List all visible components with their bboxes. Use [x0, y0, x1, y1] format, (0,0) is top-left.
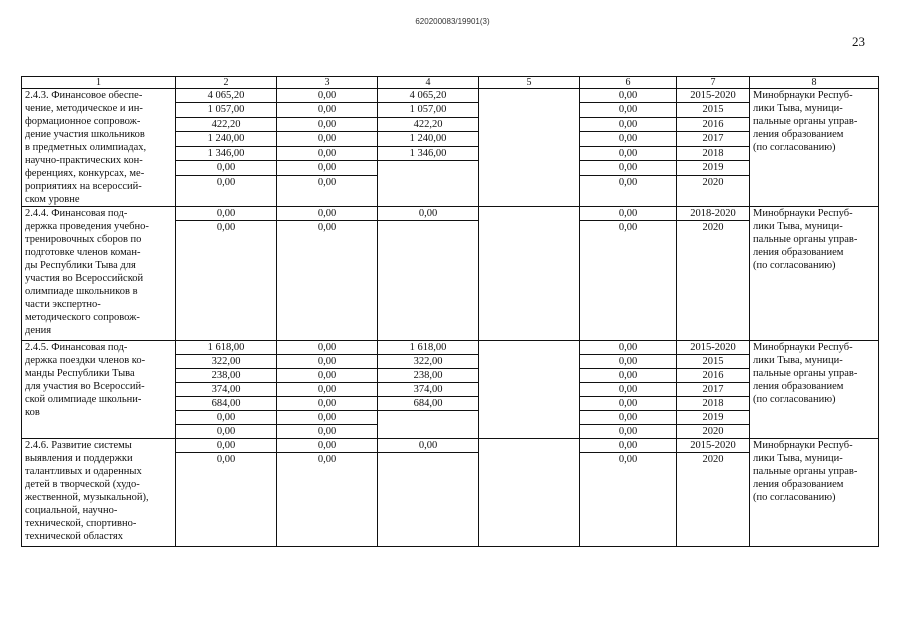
item-title-line: жественной, музыкальной),	[25, 492, 149, 503]
responsible-line: Минобрнауки Респуб-	[753, 342, 853, 353]
amount-cell-c5	[479, 146, 580, 160]
year-cell: 2016	[677, 369, 750, 383]
responsible-line: (по согласованию)	[753, 394, 836, 405]
item-title-line: 2.4.6. Развитие системы	[25, 440, 132, 451]
item-title-line: ской олимпиаде школьни-	[25, 394, 142, 405]
item-title-line: чение, методическое и ин-	[25, 103, 143, 114]
amount-cell-c4: 0,00	[378, 439, 479, 453]
item-title-line: для участия во Всероссий-	[25, 381, 145, 392]
item-title-line: ференциях, конкурсах, ме-	[25, 168, 145, 179]
item-title-line: формационное сопровож-	[25, 116, 141, 127]
amount-cell-c2: 238,00	[176, 369, 277, 383]
header-row	[22, 77, 879, 89]
page-number: 23	[852, 34, 865, 49]
year-cell: 2018	[677, 146, 750, 160]
year-cell: 2015	[677, 355, 750, 369]
amount-cell-c4: 684,00	[378, 397, 479, 411]
item-title-line: держка поездки членов ко-	[25, 355, 146, 366]
amount-cell-c5	[479, 439, 580, 453]
amount-cell-c3: 0,00	[277, 383, 378, 397]
year-cell: 2015-2020	[677, 341, 750, 355]
amount-cell-c5	[479, 161, 580, 175]
amount-cell-c2: 0,00	[176, 439, 277, 453]
item-title-line: 2.4.5. Финансовая под-	[25, 342, 128, 353]
table-row	[22, 89, 879, 103]
amount-cell-c2: 0,00	[176, 411, 277, 425]
responsible-line: ления образованием	[753, 129, 844, 140]
year-cell: 2017	[677, 383, 750, 397]
amount-cell-c5	[479, 341, 580, 355]
responsible-line: ления образованием	[753, 247, 844, 258]
item-title-line: дение участия школьников	[25, 129, 145, 140]
amount-cell-c4: 374,00	[378, 383, 479, 397]
responsible-line: ления образованием	[753, 381, 844, 392]
table-row	[22, 439, 879, 453]
amount-cell-c2: 1 240,00	[176, 132, 277, 146]
item-title	[22, 89, 176, 207]
amount-cell-c3: 0,00	[277, 439, 378, 453]
item-title-line: подготовке членов коман-	[25, 247, 141, 258]
amount-cell-c3: 0,00	[277, 369, 378, 383]
amount-cell-c3: 0,00	[277, 425, 378, 439]
responsible-line: пальные органы управ-	[753, 466, 858, 477]
amount-cell-c4: 422,20	[378, 117, 479, 131]
year-cell: 2019	[677, 161, 750, 175]
amount-cell-c4: 238,00	[378, 369, 479, 383]
amount-cell-c6: 0,00	[580, 117, 677, 131]
amount-cell-c4: 1 057,00	[378, 103, 479, 117]
amount-cell-c6: 0,00	[580, 341, 677, 355]
amount-cell-c4	[378, 175, 479, 206]
amount-cell-c2: 0,00	[176, 453, 277, 547]
amount-cell-c5	[479, 175, 580, 206]
amount-cell-c4: 1 618,00	[378, 341, 479, 355]
responsible-line: пальные органы управ-	[753, 116, 858, 127]
amount-cell-c6: 0,00	[580, 132, 677, 146]
header-cell: 1	[22, 77, 176, 89]
amount-cell-c2: 374,00	[176, 383, 277, 397]
item-title-line: 2.4.3. Финансовое обеспе-	[25, 90, 143, 101]
item-title	[22, 439, 176, 547]
amount-cell-c3: 0,00	[277, 117, 378, 131]
item-title-line: ков	[25, 407, 40, 418]
amount-cell-c3: 0,00	[277, 341, 378, 355]
item-title-line: в предметных олимпиадах,	[25, 142, 147, 153]
item-title-line: талантливых и одаренных	[25, 466, 142, 477]
responsible-line: лики Тыва, муници-	[753, 103, 843, 114]
amount-cell-c6: 0,00	[580, 355, 677, 369]
responsible-line: Минобрнауки Респуб-	[753, 208, 853, 219]
year-cell: 2020	[677, 175, 750, 206]
item-title	[22, 207, 176, 341]
header-cell: 5	[479, 77, 580, 89]
item-title-line: участия во Всероссийской	[25, 273, 144, 284]
responsible-line: Минобрнауки Респуб-	[753, 90, 853, 101]
item-title-line: манды Республики Тыва	[25, 368, 135, 379]
amount-cell-c2: 1 057,00	[176, 103, 277, 117]
amount-cell-c2: 1 346,00	[176, 146, 277, 160]
amount-cell-c2: 322,00	[176, 355, 277, 369]
amount-cell-c6: 0,00	[580, 369, 677, 383]
item-title-line: тренировочных сборов по	[25, 234, 142, 245]
responsible-line: (по согласованию)	[753, 492, 836, 503]
amount-cell-c5	[479, 369, 580, 383]
amount-cell-c5	[479, 383, 580, 397]
amount-cell-c2: 422,20	[176, 117, 277, 131]
amount-cell-c5	[479, 117, 580, 131]
amount-cell-c4	[378, 221, 479, 341]
amount-cell-c5	[479, 207, 580, 221]
amount-cell-c6: 0,00	[580, 103, 677, 117]
amount-cell-c6: 0,00	[580, 439, 677, 453]
item-title-line: методического сопровож-	[25, 312, 140, 323]
amount-cell-c4	[378, 161, 479, 175]
responsible-executor	[750, 439, 879, 547]
amount-cell-c2: 1 618,00	[176, 341, 277, 355]
responsible-line: (по согласованию)	[753, 142, 836, 153]
amount-cell-c5	[479, 397, 580, 411]
responsible-line: (по согласованию)	[753, 260, 836, 271]
amount-cell-c3: 0,00	[277, 207, 378, 221]
amount-cell-c5	[479, 425, 580, 439]
amount-cell-c6: 0,00	[580, 411, 677, 425]
responsible-line: Минобрнауки Респуб-	[753, 440, 853, 451]
item-title-line: детей в творческой (худо-	[25, 479, 140, 490]
responsible-line: лики Тыва, муници-	[753, 221, 843, 232]
item-title-line: ды Республики Тыва для	[25, 260, 136, 271]
amount-cell-c2: 684,00	[176, 397, 277, 411]
amount-cell-c6: 0,00	[580, 161, 677, 175]
item-title	[22, 341, 176, 439]
table-row	[22, 341, 879, 355]
amount-cell-c5	[479, 89, 580, 103]
header-cell: 3	[277, 77, 378, 89]
amount-cell-c4: 322,00	[378, 355, 479, 369]
year-cell: 2016	[677, 117, 750, 131]
amount-cell-c3: 0,00	[277, 221, 378, 341]
amount-cell-c3: 0,00	[277, 453, 378, 547]
table-row	[22, 207, 879, 221]
item-title-line: выявления и поддержки	[25, 453, 133, 464]
year-cell: 2018-2020	[677, 207, 750, 221]
amount-cell-c6: 0,00	[580, 207, 677, 221]
header-cell: 2	[176, 77, 277, 89]
amount-cell-c3: 0,00	[277, 397, 378, 411]
amount-cell-c2: 0,00	[176, 161, 277, 175]
item-title-line: роприятиях на всероссий-	[25, 181, 142, 192]
amount-cell-c4	[378, 411, 479, 425]
header-cell: 4	[378, 77, 479, 89]
year-cell: 2020	[677, 425, 750, 439]
item-title-line: технической, спортивно-	[25, 518, 137, 529]
amount-cell-c2: 0,00	[176, 207, 277, 221]
header-cell: 6	[580, 77, 677, 89]
amount-cell-c6: 0,00	[580, 425, 677, 439]
item-title-line: дения	[25, 325, 52, 336]
amount-cell-c4: 0,00	[378, 207, 479, 221]
year-cell: 2015-2020	[677, 89, 750, 103]
responsible-line: лики Тыва, муници-	[753, 355, 843, 366]
amount-cell-c3: 0,00	[277, 161, 378, 175]
amount-cell-c5	[479, 411, 580, 425]
amount-cell-c6: 0,00	[580, 175, 677, 206]
responsible-line: ления образованием	[753, 479, 844, 490]
program-table	[21, 76, 879, 547]
amount-cell-c6: 0,00	[580, 89, 677, 103]
item-title-line: ском уровне	[25, 194, 80, 205]
item-title-line: части экспертно-	[25, 299, 101, 310]
amount-cell-c4: 4 065,20	[378, 89, 479, 103]
amount-cell-c3: 0,00	[277, 89, 378, 103]
year-cell: 2020	[677, 221, 750, 341]
responsible-line: пальные органы управ-	[753, 234, 858, 245]
amount-cell-c6: 0,00	[580, 453, 677, 547]
amount-cell-c4	[378, 425, 479, 439]
amount-cell-c3: 0,00	[277, 411, 378, 425]
amount-cell-c3: 0,00	[277, 146, 378, 160]
amount-cell-c5	[479, 132, 580, 146]
document-code: 620200083/19901(3)	[415, 17, 490, 26]
amount-cell-c5	[479, 453, 580, 547]
amount-cell-c3: 0,00	[277, 132, 378, 146]
year-cell: 2015-2020	[677, 439, 750, 453]
amount-cell-c6: 0,00	[580, 397, 677, 411]
year-cell: 2015	[677, 103, 750, 117]
responsible-executor	[750, 207, 879, 341]
year-cell: 2020	[677, 453, 750, 547]
amount-cell-c5	[479, 103, 580, 117]
responsible-executor	[750, 341, 879, 439]
amount-cell-c2: 0,00	[176, 221, 277, 341]
amount-cell-c5	[479, 221, 580, 341]
item-title-line: социальной, научно-	[25, 505, 118, 516]
year-cell: 2018	[677, 397, 750, 411]
header-cell: 8	[750, 77, 879, 89]
amount-cell-c2: 4 065,20	[176, 89, 277, 103]
amount-cell-c4	[378, 453, 479, 547]
amount-cell-c4: 1 346,00	[378, 146, 479, 160]
year-cell: 2019	[677, 411, 750, 425]
amount-cell-c6: 0,00	[580, 146, 677, 160]
responsible-line: лики Тыва, муници-	[753, 453, 843, 464]
item-title-line: олимпиаде школьников в	[25, 286, 138, 297]
amount-cell-c3: 0,00	[277, 103, 378, 117]
amount-cell-c2: 0,00	[176, 425, 277, 439]
item-title-line: научно-практических кон-	[25, 155, 143, 166]
amount-cell-c6: 0,00	[580, 383, 677, 397]
amount-cell-c6: 0,00	[580, 221, 677, 341]
year-cell: 2017	[677, 132, 750, 146]
amount-cell-c2: 0,00	[176, 175, 277, 206]
responsible-executor	[750, 89, 879, 207]
amount-cell-c3: 0,00	[277, 175, 378, 206]
amount-cell-c3: 0,00	[277, 355, 378, 369]
item-title-line: технической областях	[25, 531, 123, 542]
item-title-line: 2.4.4. Финансовая под-	[25, 208, 128, 219]
header-cell: 7	[677, 77, 750, 89]
responsible-line: пальные органы управ-	[753, 368, 858, 379]
amount-cell-c4: 1 240,00	[378, 132, 479, 146]
item-title-line: держка проведения учебно-	[25, 221, 149, 232]
amount-cell-c5	[479, 355, 580, 369]
